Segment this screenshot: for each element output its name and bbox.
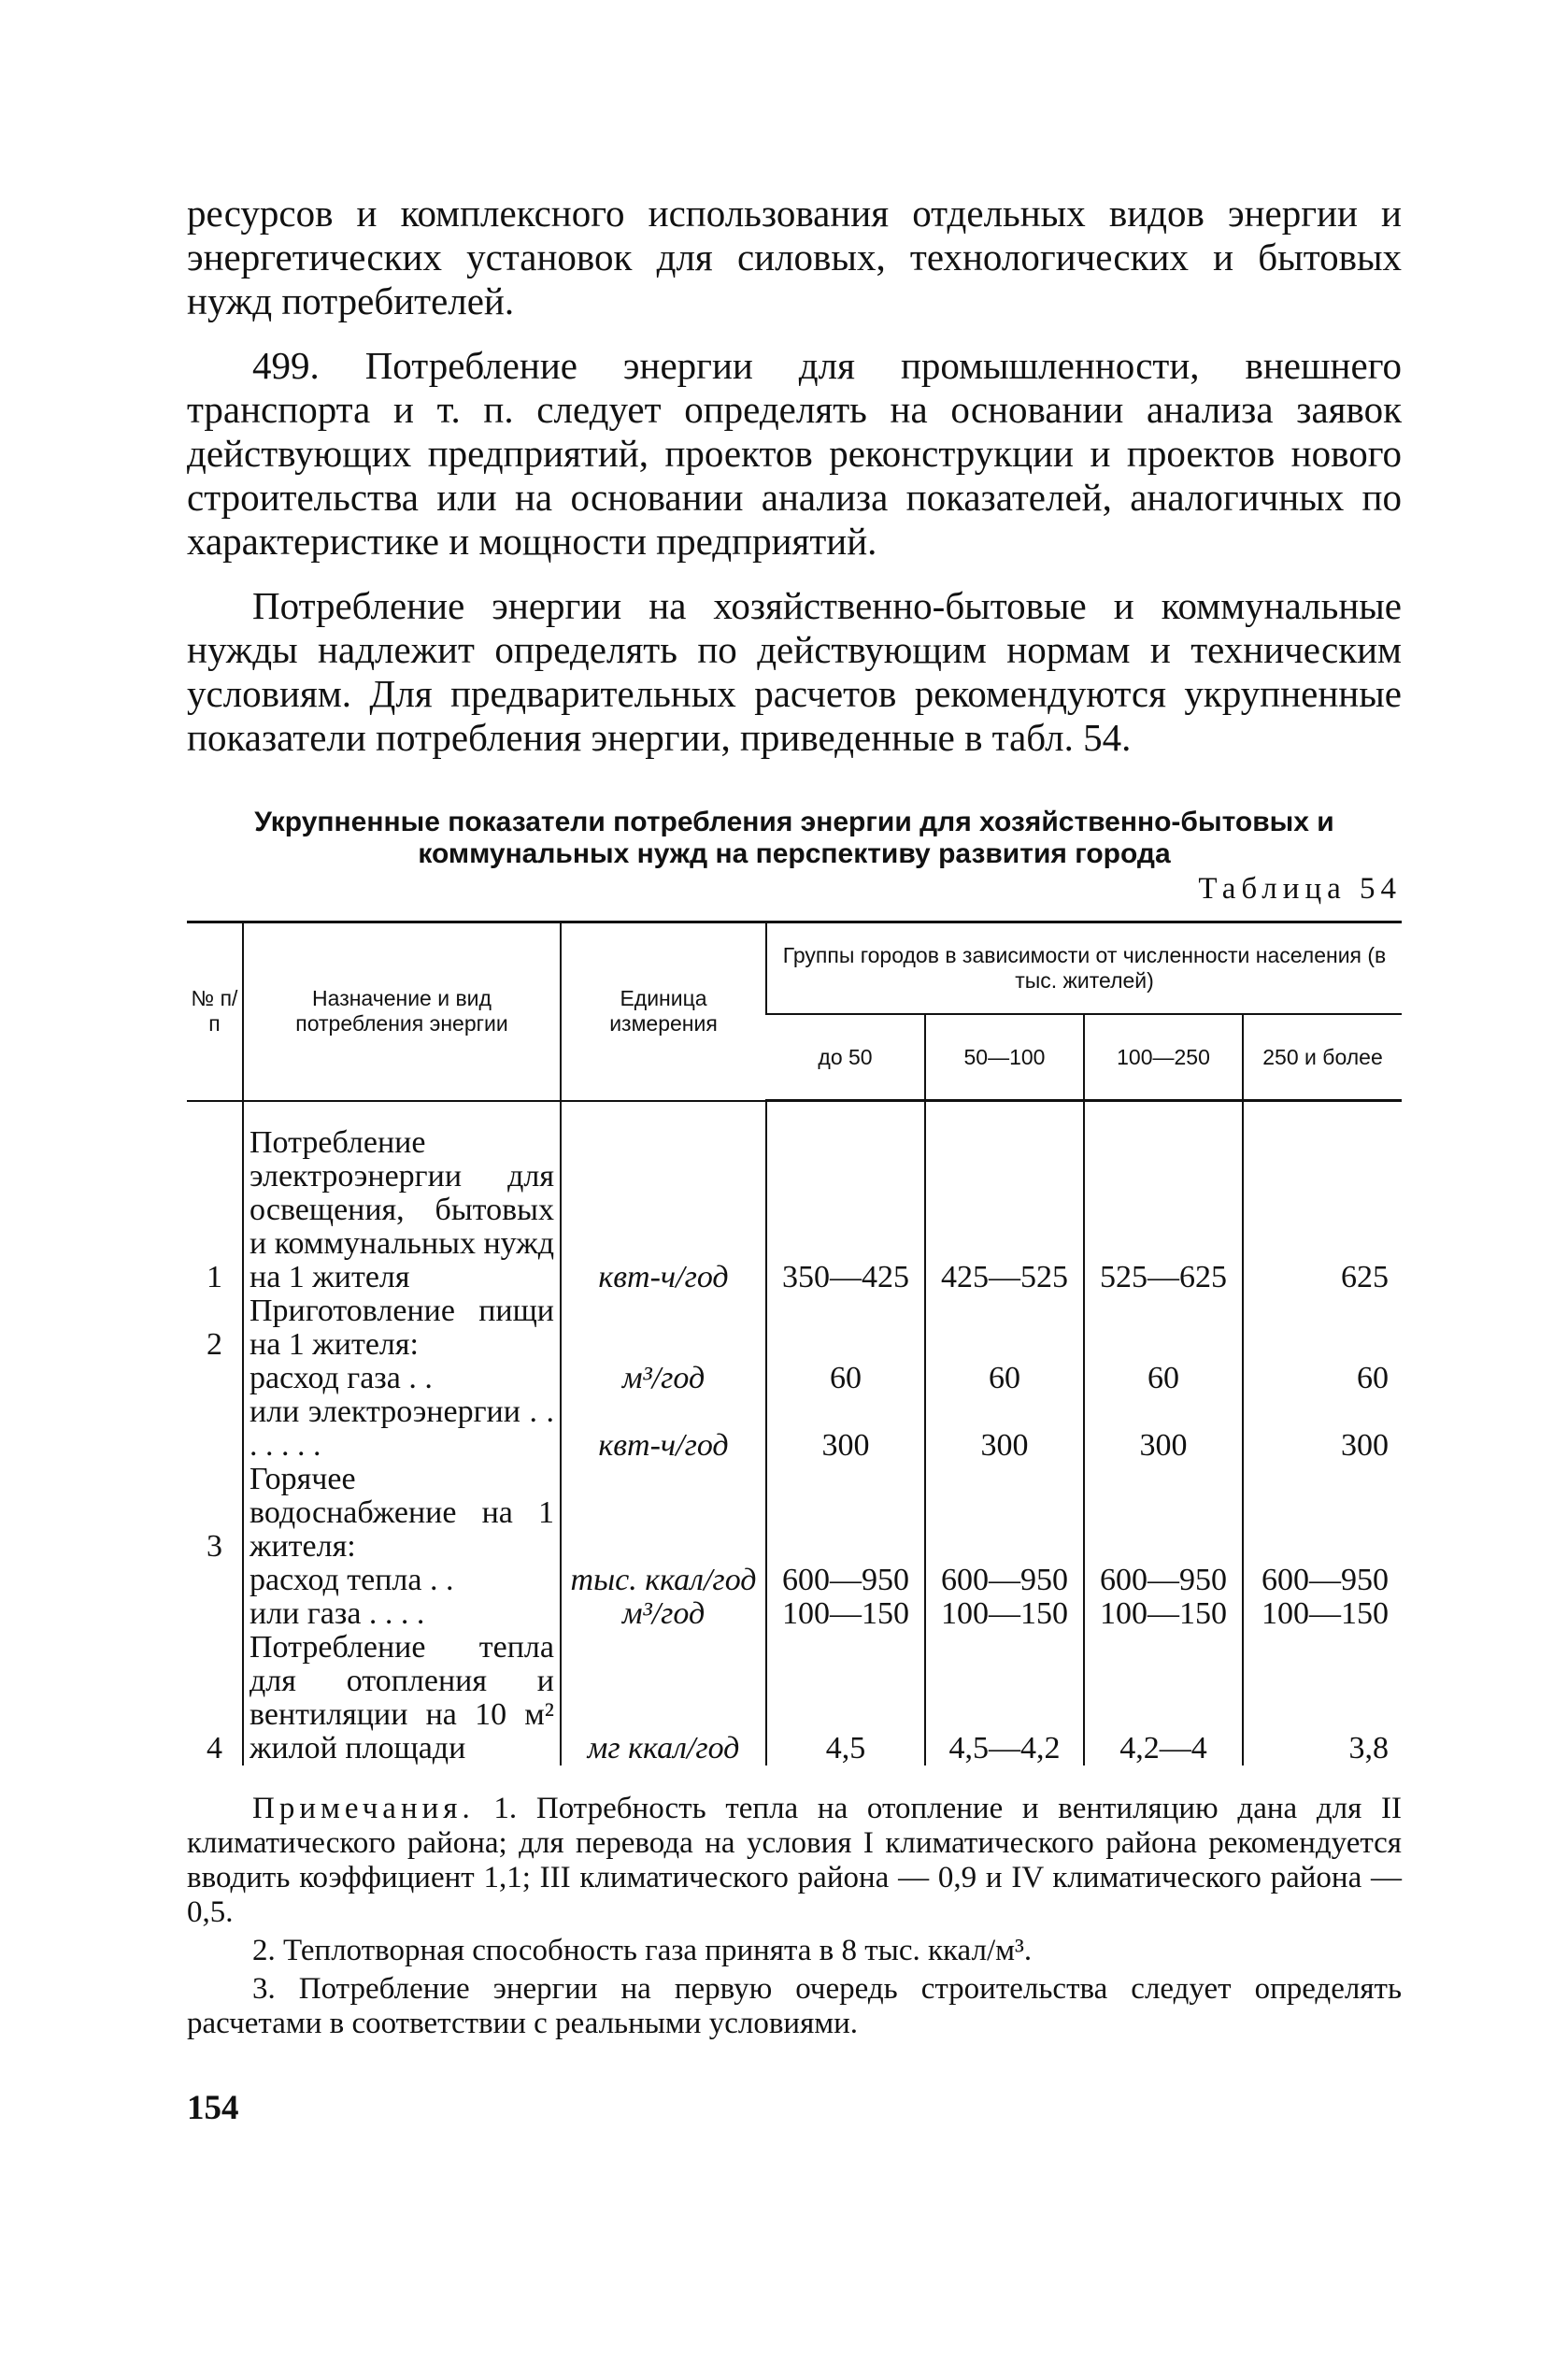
- row-number: 1: [207, 1259, 222, 1294]
- table-row: [187, 1463, 1402, 1564]
- header-group-3: 100—250: [1084, 1014, 1243, 1101]
- header-group-2: 50—100: [925, 1014, 1084, 1101]
- row-value: 300: [1243, 1395, 1402, 1463]
- paragraph-1: ресурсов и комплексного использования отдельных видов энергии и энергетических установок для силовых, технологических и бытовых нужд потребителей.: [187, 192, 1402, 322]
- row-value: 4,5: [766, 1631, 925, 1765]
- row-unit: квт-ч/год: [561, 1395, 766, 1463]
- row-title: Приготовление пищи на 1 жителя:: [243, 1294, 561, 1362]
- table-row: [187, 1294, 1402, 1362]
- row-value: 100—150: [1243, 1597, 1402, 1631]
- header-purpose: Назначение и вид потребления энергии: [243, 922, 561, 1101]
- paragraph-2: 499. Потребление энергии для промышленности, внешнего транспорта и т. п. следует определять на основании анализа заявок действующих предприятий, проектов реконструкции и проектов нового строительства или на основании анализа показателей, аналогичных по характеристике и мощности предприятий.: [187, 344, 1402, 563]
- header-unit: Единица измерения: [561, 922, 766, 1101]
- row-value: 600—950: [766, 1564, 925, 1597]
- table-label: Таблица 54: [1198, 872, 1402, 906]
- paragraph-3: Потребление энергии на хозяйственно-бытовые и коммунальные нужды надлежит определять по действующим нормам и техническим условиям. Для предварительных расчетов рекомендуются укрупненные показатели потребления энергии, приведенные в табл. 54.: [187, 584, 1402, 759]
- row-value: 100—150: [766, 1597, 925, 1631]
- row-value: 600—950: [1243, 1564, 1402, 1597]
- row-value: 350—425: [766, 1101, 925, 1294]
- table-row: [187, 1631, 1402, 1765]
- header-group: Группы городов в зависимости от численности населения (в тыс. жителей): [766, 922, 1402, 1015]
- row-value: 60: [1084, 1362, 1243, 1395]
- row-unit: тыс. ккал/год: [561, 1564, 766, 1597]
- table-row: [187, 1564, 1402, 1597]
- note-1-text: 1. Потребность тепла на отопление и вентиляцию дана для II климатического района; для перевода на условия I климатического района рекомендуется вводить коэффициент 1,1; III климатического района — 0,9 и IV климатического района — 0,5.: [187, 1791, 1403, 1929]
- row-value: 600—950: [1084, 1564, 1243, 1597]
- row-name: или газа . . . .: [243, 1597, 561, 1631]
- row-title: Горячее водоснабжение на 1 жителя:: [243, 1463, 561, 1564]
- row-value: 625: [1243, 1101, 1402, 1294]
- header-group-4: 250 и более: [1243, 1014, 1402, 1101]
- page: [187, 192, 1402, 2128]
- row-value: 525—625: [1084, 1101, 1243, 1294]
- row-value: 60: [1243, 1362, 1402, 1395]
- row-value: 60: [766, 1362, 925, 1395]
- row-unit: квт-ч/год: [561, 1101, 766, 1294]
- row-name: Потребление тепла для отопления и вентиляции на 10 м² жилой площади: [243, 1631, 561, 1765]
- table-caption: Укрупненные показатели потребления энергии для хозяйственно-бытовых и коммунальных нужд на перспективу развития города: [254, 807, 1334, 869]
- row-name: расход тепла . .: [243, 1564, 561, 1597]
- table-row: [187, 1362, 1402, 1395]
- row-unit: м³/год: [561, 1362, 766, 1395]
- row-name: или электроэнергии . . . . . . .: [243, 1395, 561, 1463]
- row-value: 300: [766, 1395, 925, 1463]
- row-unit: м³/год: [561, 1597, 766, 1631]
- table-row: [187, 1597, 1402, 1631]
- header-num: № п/п: [187, 922, 243, 1101]
- row-value: 3,8: [1243, 1631, 1402, 1765]
- row-name: расход газа . .: [243, 1362, 561, 1395]
- row-unit: мг ккал/год: [561, 1631, 766, 1765]
- note-1: [187, 1792, 1402, 1930]
- row-value: 600—950: [925, 1564, 1084, 1597]
- energy-table: [187, 921, 1402, 1765]
- row-value: 60: [925, 1362, 1084, 1395]
- row-number: 2: [207, 1326, 222, 1362]
- row-value: 425—525: [925, 1101, 1084, 1294]
- row-number: 4: [207, 1730, 222, 1765]
- table-row: [187, 1395, 1402, 1463]
- header-group-1: до 50: [766, 1014, 925, 1101]
- note-3: 3. Потребление энергии на первую очередь строительства следует определять расчетами в соответствии с реальными условиями.: [187, 1971, 1402, 2040]
- row-value: 4,2—4: [1084, 1631, 1243, 1765]
- row-value: 300: [1084, 1395, 1243, 1463]
- table-row: [187, 1101, 1402, 1294]
- page-number: 154: [187, 2088, 239, 2127]
- notes: [187, 1792, 1402, 2041]
- row-value: 300: [925, 1395, 1084, 1463]
- row-value: 100—150: [1084, 1597, 1243, 1631]
- row-number: 3: [207, 1528, 222, 1564]
- row-name: Потребление электроэнергии для освещения, бытовых и коммунальных нужд на 1 жителя: [243, 1101, 561, 1294]
- note-2: 2. Теплотворная способность газа принята в 8 тыс. ккал/м³.: [252, 1933, 1033, 1967]
- row-value: 100—150: [925, 1597, 1084, 1631]
- row-value: 4,5—4,2: [925, 1631, 1084, 1765]
- notes-lead: Примечания.: [252, 1791, 475, 1825]
